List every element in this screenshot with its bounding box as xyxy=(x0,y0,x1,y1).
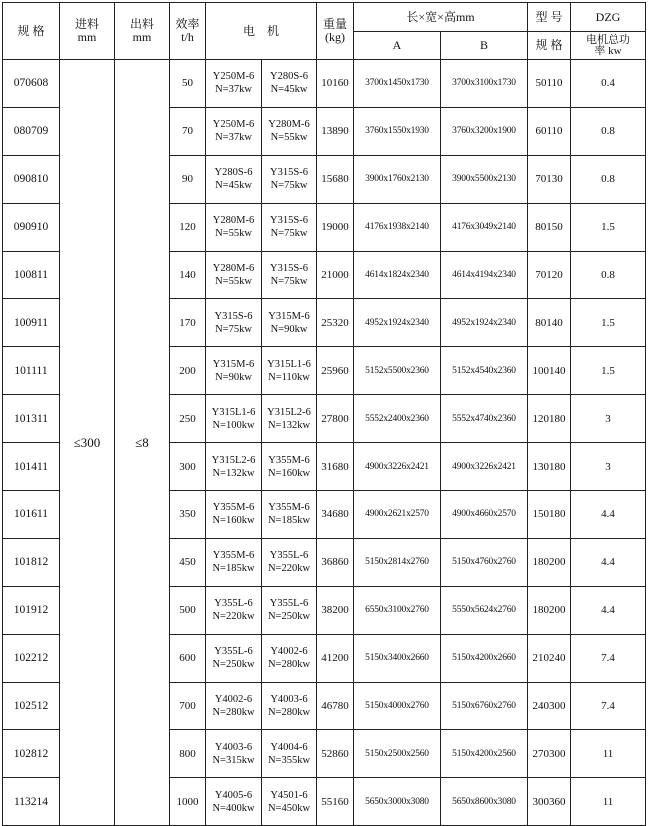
header-model-sub: 规 格 xyxy=(528,32,571,60)
motor-power: N=37kw xyxy=(215,132,252,144)
dim-b-cell: 5552x4740x2360 xyxy=(441,395,528,443)
motor-power: N=75kw xyxy=(270,276,308,287)
dzg-power-cell: 1.5 xyxy=(571,299,646,347)
table-header xyxy=(3,3,646,60)
spec-cell: 113214 xyxy=(3,778,60,826)
header-dzg: DZG xyxy=(571,3,646,32)
motor-power: N=280kw xyxy=(267,707,311,719)
efficiency-cell: 90 xyxy=(170,155,206,203)
efficiency-cell: 350 xyxy=(170,491,206,539)
motor-cell xyxy=(262,538,317,586)
dim-b-cell: 5150x4200x2560 xyxy=(441,730,528,778)
header-model: 型 号 xyxy=(528,3,571,32)
motor-model: Y4003-6 xyxy=(270,694,308,706)
header-feed: 进料 mm xyxy=(60,3,115,60)
model-cell: 70120 xyxy=(528,251,571,299)
spec-cell: 101812 xyxy=(3,538,60,586)
dim-b-cell: 4900x4660x2570 xyxy=(441,491,528,539)
header-weight: 重量 (kg) xyxy=(317,3,354,60)
motor-power: N=250kw xyxy=(212,659,255,671)
spec-cell: 100811 xyxy=(3,251,60,299)
weight-cell: 13890 xyxy=(317,107,354,155)
motor-power: N=55kw xyxy=(270,132,308,144)
motor-cell xyxy=(262,251,317,299)
motor-power: N=55kw xyxy=(215,276,252,287)
dim-b-cell: 5550x5624x2760 xyxy=(441,586,528,634)
efficiency-cell: 250 xyxy=(170,395,206,443)
model-cell: 120180 xyxy=(528,395,571,443)
motor-model: Y280M-6 xyxy=(212,263,255,274)
dzg-power-cell: 11 xyxy=(571,730,646,778)
motor-cell xyxy=(206,634,262,682)
dzg-power-cell: 7.4 xyxy=(571,682,646,730)
motor-cell xyxy=(262,395,317,443)
dim-b-cell: 4614x4194x2340 xyxy=(441,251,528,299)
spec-cell: 080709 xyxy=(3,107,60,155)
weight-cell: 19000 xyxy=(317,203,354,251)
motor-power: N=220kw xyxy=(267,563,311,575)
weight-cell: 46780 xyxy=(317,682,354,730)
motor-model: Y4005-6 xyxy=(214,789,253,801)
motor-model: Y315M-6 xyxy=(212,358,255,370)
spec-cell: 101311 xyxy=(3,395,60,443)
motor-power: N=132kw xyxy=(267,419,311,431)
motor-model: Y315L1-6 xyxy=(267,358,311,370)
dzg-power-cell: 1.5 xyxy=(571,203,646,251)
motor-cell xyxy=(262,491,317,539)
dim-a-cell: 3900x1760x2130 xyxy=(354,155,441,203)
motor-model: Y315L2-6 xyxy=(211,454,256,466)
weight-cell: 52860 xyxy=(317,730,354,778)
motor-model: Y280M-6 xyxy=(212,215,255,227)
spec-cell: 090910 xyxy=(3,203,60,251)
dim-a-cell: 4176x1938x2140 xyxy=(354,203,441,251)
motor-cell xyxy=(262,586,317,634)
spec-table xyxy=(2,2,646,826)
motor-model: Y355L-6 xyxy=(269,550,309,562)
motor-power: N=100kw xyxy=(212,419,255,431)
motor-power: N=185kw xyxy=(212,563,255,575)
weight-cell: 15680 xyxy=(317,155,354,203)
weight-cell: 21000 xyxy=(317,251,354,299)
model-cell: 240300 xyxy=(528,682,571,730)
dzg-power-cell: 0.8 xyxy=(571,107,646,155)
model-cell: 300360 xyxy=(528,778,571,826)
table-row xyxy=(3,60,646,108)
weight-cell: 36860 xyxy=(317,538,354,586)
header-dim-a: A xyxy=(354,32,441,60)
model-cell: 210240 xyxy=(528,634,571,682)
motor-cell xyxy=(206,443,262,491)
dim-b-cell: 3700x3100x1730 xyxy=(441,60,528,108)
dzg-power-cell: 0.4 xyxy=(571,60,646,108)
motor-power: N=315kw xyxy=(212,754,255,766)
motor-power: N=220kw xyxy=(212,611,255,623)
motor-model: Y315S-6 xyxy=(214,310,253,322)
motor-power: N=75kw xyxy=(270,228,308,240)
efficiency-cell: 300 xyxy=(170,443,206,491)
motor-cell xyxy=(206,60,262,108)
dim-a-cell: 5150x4000x2760 xyxy=(354,682,441,730)
weight-cell: 31680 xyxy=(317,443,354,491)
dim-b-cell: 5650x8600x3080 xyxy=(441,778,528,826)
model-cell: 80150 xyxy=(528,203,571,251)
motor-model: Y315S-6 xyxy=(270,215,308,227)
dim-a-cell: 4952x1924x2340 xyxy=(354,299,441,347)
dim-a-cell: 6550x3100x2760 xyxy=(354,586,441,634)
motor-cell xyxy=(262,203,317,251)
motor-model: Y315L1-6 xyxy=(211,406,256,418)
model-cell: 180200 xyxy=(528,538,571,586)
motor-cell xyxy=(206,299,262,347)
motor-model: Y355M-6 xyxy=(268,502,310,514)
dzg-power-cell: 4.4 xyxy=(571,586,646,634)
motor-power: N=75kw xyxy=(270,180,308,192)
dim-b-cell: 3760x3200x1900 xyxy=(441,107,528,155)
efficiency-cell: 500 xyxy=(170,586,206,634)
motor-power: N=400kw xyxy=(212,802,255,814)
header-motor: 电 机 xyxy=(206,3,317,60)
motor-cell xyxy=(262,347,317,395)
model-cell: 130180 xyxy=(528,443,571,491)
motor-model: Y4002-6 xyxy=(270,646,308,658)
dim-a-cell: 5552x2400x2360 xyxy=(354,395,441,443)
motor-cell xyxy=(206,682,262,730)
header-efficiency: 效率 t/h xyxy=(170,3,206,60)
motor-cell xyxy=(262,682,317,730)
model-cell: 70130 xyxy=(528,155,571,203)
dzg-power-cell: 3 xyxy=(571,443,646,491)
dim-a-cell: 5150x2500x2560 xyxy=(354,730,441,778)
motor-model: Y315L2-6 xyxy=(267,406,311,418)
motor-power: N=90kw xyxy=(215,371,252,383)
motor-model: Y280S-6 xyxy=(214,167,253,179)
dzg-power-cell: 7.4 xyxy=(571,634,646,682)
efficiency-cell: 450 xyxy=(170,538,206,586)
efficiency-cell: 120 xyxy=(170,203,206,251)
motor-power: N=75kw xyxy=(215,323,252,335)
motor-model: Y280M-6 xyxy=(268,119,310,131)
motor-cell xyxy=(206,778,262,826)
dim-a-cell: 3760x1550x1930 xyxy=(354,107,441,155)
efficiency-cell: 800 xyxy=(170,730,206,778)
motor-power: N=45kw xyxy=(270,84,308,96)
motor-cell xyxy=(206,491,262,539)
dim-a-cell: 4900x2621x2570 xyxy=(354,491,441,539)
header-dimensions: 长×宽×高mm xyxy=(354,3,528,32)
discharge-size-cell: ≤8 xyxy=(115,60,170,826)
weight-cell: 10160 xyxy=(317,60,354,108)
dim-b-cell: 5150x6760x2760 xyxy=(441,682,528,730)
dim-a-cell: 5650x3000x3080 xyxy=(354,778,441,826)
spec-cell: 101411 xyxy=(3,443,60,491)
motor-power: N=280kw xyxy=(267,659,311,671)
motor-cell xyxy=(262,730,317,778)
motor-cell xyxy=(262,155,317,203)
motor-cell xyxy=(262,107,317,155)
motor-power: N=132kw xyxy=(212,467,255,479)
motor-model: Y315S-6 xyxy=(270,263,308,274)
motor-power: N=280kw xyxy=(212,707,255,719)
motor-cell xyxy=(206,395,262,443)
motor-model: Y355M-6 xyxy=(212,550,255,562)
efficiency-cell: 170 xyxy=(170,299,206,347)
spec-cell: 102812 xyxy=(3,730,60,778)
motor-power: N=45kw xyxy=(215,180,252,192)
motor-cell xyxy=(262,299,317,347)
motor-cell xyxy=(262,778,317,826)
motor-cell xyxy=(206,155,262,203)
motor-model: Y355L-6 xyxy=(269,598,309,610)
motor-model: Y355L-6 xyxy=(214,646,253,658)
efficiency-cell: 140 xyxy=(170,251,206,299)
efficiency-cell: 700 xyxy=(170,682,206,730)
spec-cell: 101912 xyxy=(3,586,60,634)
efficiency-cell: 1000 xyxy=(170,778,206,826)
model-cell: 270300 xyxy=(528,730,571,778)
weight-cell: 34680 xyxy=(317,491,354,539)
weight-cell: 27800 xyxy=(317,395,354,443)
dzg-power-cell: 4.4 xyxy=(571,538,646,586)
motor-cell xyxy=(206,730,262,778)
motor-model: Y250M-6 xyxy=(212,71,255,83)
model-cell: 60110 xyxy=(528,107,571,155)
header-dzg-sub: 电机总功 率 kw xyxy=(571,32,646,60)
spec-cell: 102212 xyxy=(3,634,60,682)
spec-cell: 090810 xyxy=(3,155,60,203)
motor-model: Y4501-6 xyxy=(270,789,308,801)
motor-model: Y315S-6 xyxy=(270,167,308,179)
motor-model: Y4002-6 xyxy=(214,694,253,706)
motor-model: Y355L-6 xyxy=(214,598,253,610)
motor-power: N=160kw xyxy=(267,467,311,479)
dim-a-cell: 5150x2814x2760 xyxy=(354,538,441,586)
header-dim-b: B xyxy=(441,32,528,60)
dim-b-cell: 5150x4200x2660 xyxy=(441,634,528,682)
dzg-power-cell: 0.8 xyxy=(571,155,646,203)
dim-a-cell: 5152x5500x2360 xyxy=(354,347,441,395)
dzg-power-cell: 0.8 xyxy=(571,251,646,299)
motor-cell xyxy=(206,203,262,251)
spec-cell: 100911 xyxy=(3,299,60,347)
motor-power: N=185kw xyxy=(267,515,311,527)
motor-model: Y4004-6 xyxy=(270,741,308,753)
header-discharge: 出料 mm xyxy=(115,3,170,60)
motor-power: N=37kw xyxy=(215,84,252,96)
weight-cell: 25960 xyxy=(317,347,354,395)
motor-model: Y355M-6 xyxy=(268,454,310,466)
dim-a-cell: 3700x1450x1730 xyxy=(354,60,441,108)
dzg-power-cell: 1.5 xyxy=(571,347,646,395)
motor-model: Y315M-6 xyxy=(268,310,310,322)
motor-model: Y250M-6 xyxy=(212,119,255,131)
spec-cell: 070608 xyxy=(3,60,60,108)
dim-b-cell: 4952x1924x2340 xyxy=(441,299,528,347)
model-cell: 100140 xyxy=(528,347,571,395)
motor-power: N=55kw xyxy=(215,228,252,240)
motor-power: N=90kw xyxy=(270,323,308,335)
motor-model: Y355M-6 xyxy=(212,502,255,514)
dim-a-cell: 4900x3226x2421 xyxy=(354,443,441,491)
dim-b-cell: 3900x5500x2130 xyxy=(441,155,528,203)
weight-cell: 38200 xyxy=(317,586,354,634)
model-cell: 50110 xyxy=(528,60,571,108)
motor-power: N=110kw xyxy=(268,371,310,383)
table-body xyxy=(3,60,646,826)
feed-size-cell: ≤300 xyxy=(60,60,115,826)
spec-cell: 101611 xyxy=(3,491,60,539)
motor-cell xyxy=(262,634,317,682)
dim-b-cell: 4176x3049x2140 xyxy=(441,203,528,251)
dim-b-cell: 5150x4760x2760 xyxy=(441,538,528,586)
dzg-power-cell: 4.4 xyxy=(571,491,646,539)
motor-model: Y4003-6 xyxy=(214,741,253,753)
motor-cell xyxy=(262,60,317,108)
motor-cell xyxy=(206,107,262,155)
spec-cell: 102512 xyxy=(3,682,60,730)
efficiency-cell: 70 xyxy=(170,107,206,155)
efficiency-cell: 200 xyxy=(170,347,206,395)
motor-cell xyxy=(206,538,262,586)
motor-power: N=250kw xyxy=(267,611,311,623)
motor-model: Y280S-6 xyxy=(270,71,308,83)
dim-b-cell: 5152x4540x2360 xyxy=(441,347,528,395)
motor-cell xyxy=(206,586,262,634)
dim-a-cell: 5150x3400x2660 xyxy=(354,634,441,682)
motor-cell xyxy=(206,347,262,395)
dzg-power-cell: 11 xyxy=(571,778,646,826)
weight-cell: 41200 xyxy=(317,634,354,682)
motor-power: N=160kw xyxy=(212,515,255,527)
motor-cell xyxy=(206,251,262,299)
dim-b-cell: 4900x3226x2421 xyxy=(441,443,528,491)
model-cell: 150180 xyxy=(528,491,571,539)
motor-power: N=355kw xyxy=(267,754,311,766)
motor-cell xyxy=(262,443,317,491)
dzg-power-cell: 3 xyxy=(571,395,646,443)
model-cell: 80140 xyxy=(528,299,571,347)
motor-power: N=450kw xyxy=(267,802,311,814)
header-spec: 规 格 xyxy=(3,3,60,60)
weight-cell: 55160 xyxy=(317,778,354,826)
spec-cell: 101111 xyxy=(3,347,60,395)
efficiency-cell: 600 xyxy=(170,634,206,682)
dim-a-cell: 4614x1824x2340 xyxy=(354,251,441,299)
model-cell: 180200 xyxy=(528,586,571,634)
weight-cell: 25320 xyxy=(317,299,354,347)
efficiency-cell: 50 xyxy=(170,60,206,108)
